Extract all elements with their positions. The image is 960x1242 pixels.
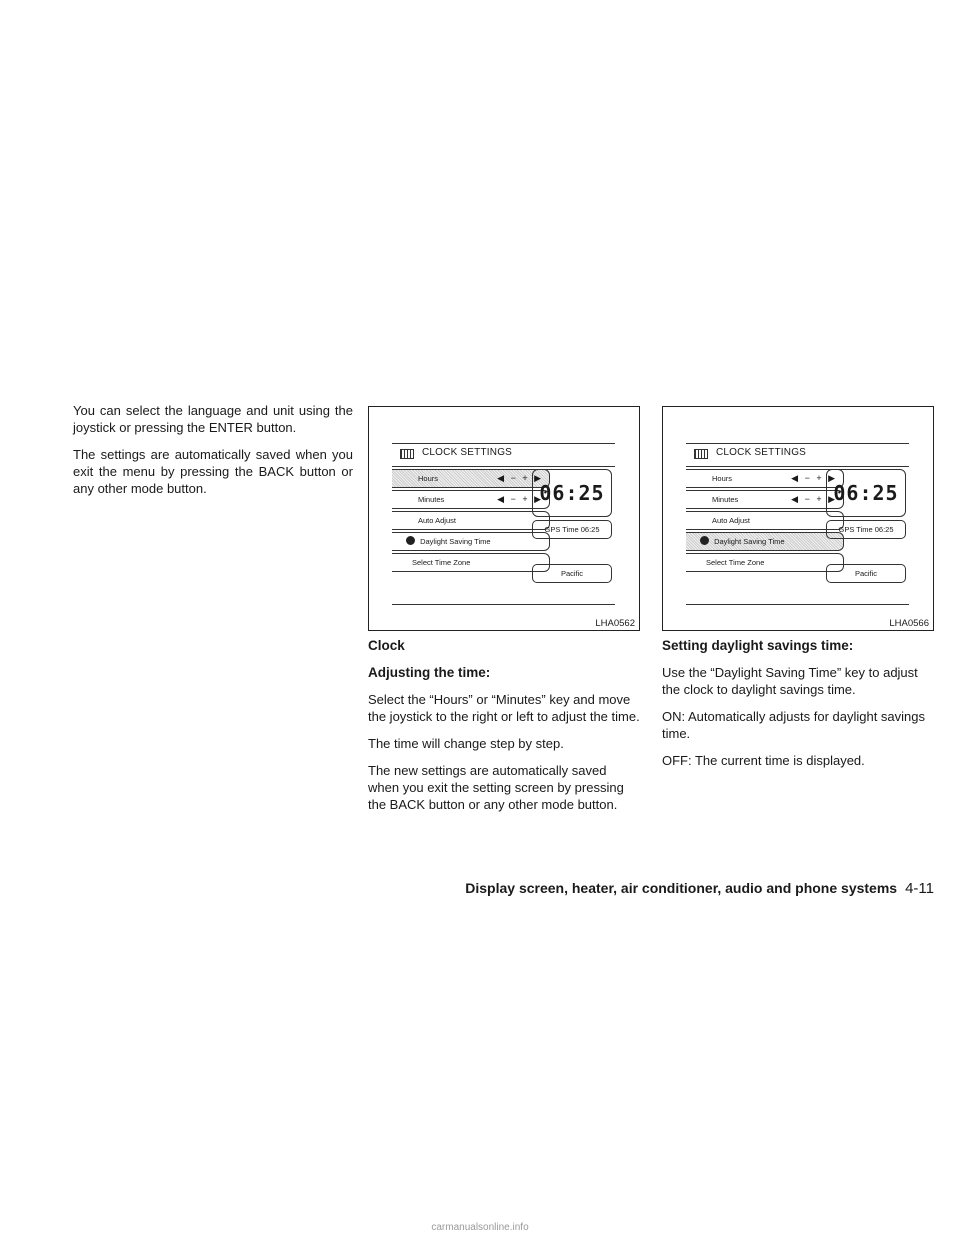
minutes-adjust-arrows-icon: ◀ − + ▶ bbox=[497, 494, 543, 504]
select-time-zone-label: Select Time Zone bbox=[412, 558, 471, 567]
daylight-saving-button[interactable] bbox=[686, 532, 844, 551]
screen-header bbox=[392, 444, 615, 467]
time-zone-display[interactable]: Pacific bbox=[826, 564, 906, 583]
auto-adjust-label: Auto Adjust bbox=[418, 516, 456, 525]
auto-adjust-button[interactable] bbox=[392, 511, 550, 530]
clock-paragraph-1: Select the “Hours” or “Minutes” key and move the joystick to the right or left to adjust the time. bbox=[368, 692, 640, 724]
adjusting-time-subheading: Adjusting the time: bbox=[368, 665, 491, 680]
figure-id: LHA0562 bbox=[595, 618, 635, 629]
keyboard-icon bbox=[400, 449, 414, 459]
hours-label: Hours bbox=[712, 474, 733, 483]
dst-paragraph-1: Use the “Daylight Saving Time” key to adjust the clock to daylight savings time. bbox=[662, 665, 918, 697]
watermark: carmanualsonline.info bbox=[431, 1222, 529, 1233]
clock-heading: Clock bbox=[368, 638, 405, 653]
minutes-button[interactable] bbox=[686, 490, 844, 509]
clock-paragraph-3: The new settings are automatically saved when you exit the setting screen by pressing the BACK button or any other mode button. bbox=[368, 763, 624, 812]
hours-button[interactable] bbox=[392, 469, 550, 488]
clock-display: 06:25 bbox=[532, 469, 612, 517]
dst-paragraph-2: ON: Automatically adjusts for daylight savings time. bbox=[662, 709, 926, 741]
dst-paragraph-3: OFF: The current time is displayed. bbox=[662, 753, 865, 768]
intro-paragraph-2: The settings are automatically saved when you exit the menu by pressing the BACK button or any other mode button. bbox=[73, 447, 353, 496]
minutes-button[interactable] bbox=[392, 490, 550, 509]
indicator-dot-icon bbox=[700, 536, 709, 545]
daylight-saving-button[interactable] bbox=[392, 532, 550, 551]
page-number: 4-11 bbox=[905, 880, 934, 897]
hours-adjust-arrows-icon: ◀ − + ▶ bbox=[791, 473, 837, 483]
dst-heading: Setting daylight savings time: bbox=[662, 638, 854, 653]
hours-adjust-arrows-icon: ◀ − + ▶ bbox=[497, 473, 543, 483]
footer-section-title: Display screen, heater, air conditioner, audio and phone systems bbox=[465, 880, 898, 896]
select-time-zone-button[interactable] bbox=[392, 553, 550, 572]
screen-header bbox=[686, 444, 909, 467]
clock-settings-screen bbox=[686, 443, 909, 605]
figure-id: LHA0566 bbox=[889, 618, 929, 629]
minutes-label: Minutes bbox=[418, 495, 445, 504]
intro-text bbox=[73, 402, 353, 507]
clock-settings-screen bbox=[392, 443, 615, 605]
page-footer bbox=[465, 880, 934, 897]
clock-paragraph-2: The time will change step by step. bbox=[368, 736, 564, 751]
hours-label: Hours bbox=[418, 474, 439, 483]
screen-title: CLOCK SETTINGS bbox=[716, 447, 807, 458]
daylight-saving-label: Daylight Saving Time bbox=[420, 537, 491, 546]
auto-adjust-button[interactable] bbox=[686, 511, 844, 530]
select-time-zone-button[interactable] bbox=[686, 553, 844, 572]
clock-section bbox=[368, 637, 640, 823]
minutes-label: Minutes bbox=[712, 495, 739, 504]
clock-settings-figure-2 bbox=[662, 406, 934, 631]
hours-button[interactable] bbox=[686, 469, 844, 488]
daylight-saving-label: Daylight Saving Time bbox=[714, 537, 785, 546]
minutes-adjust-arrows-icon: ◀ − + ▶ bbox=[791, 494, 837, 504]
screen-title: CLOCK SETTINGS bbox=[422, 447, 513, 458]
select-time-zone-label: Select Time Zone bbox=[706, 558, 765, 567]
intro-paragraph-1: You can select the language and unit using the joystick or pressing the ENTER button. bbox=[73, 403, 353, 435]
indicator-dot-icon bbox=[406, 536, 415, 545]
clock-settings-figure-1 bbox=[368, 406, 640, 631]
auto-adjust-label: Auto Adjust bbox=[712, 516, 750, 525]
time-zone-display[interactable]: Pacific bbox=[532, 564, 612, 583]
clock-display: 06:25 bbox=[826, 469, 906, 517]
keyboard-icon bbox=[694, 449, 708, 459]
gps-time-display: GPS Time 06:25 bbox=[532, 520, 612, 539]
dst-section bbox=[662, 637, 934, 779]
gps-time-display: GPS Time 06:25 bbox=[826, 520, 906, 539]
